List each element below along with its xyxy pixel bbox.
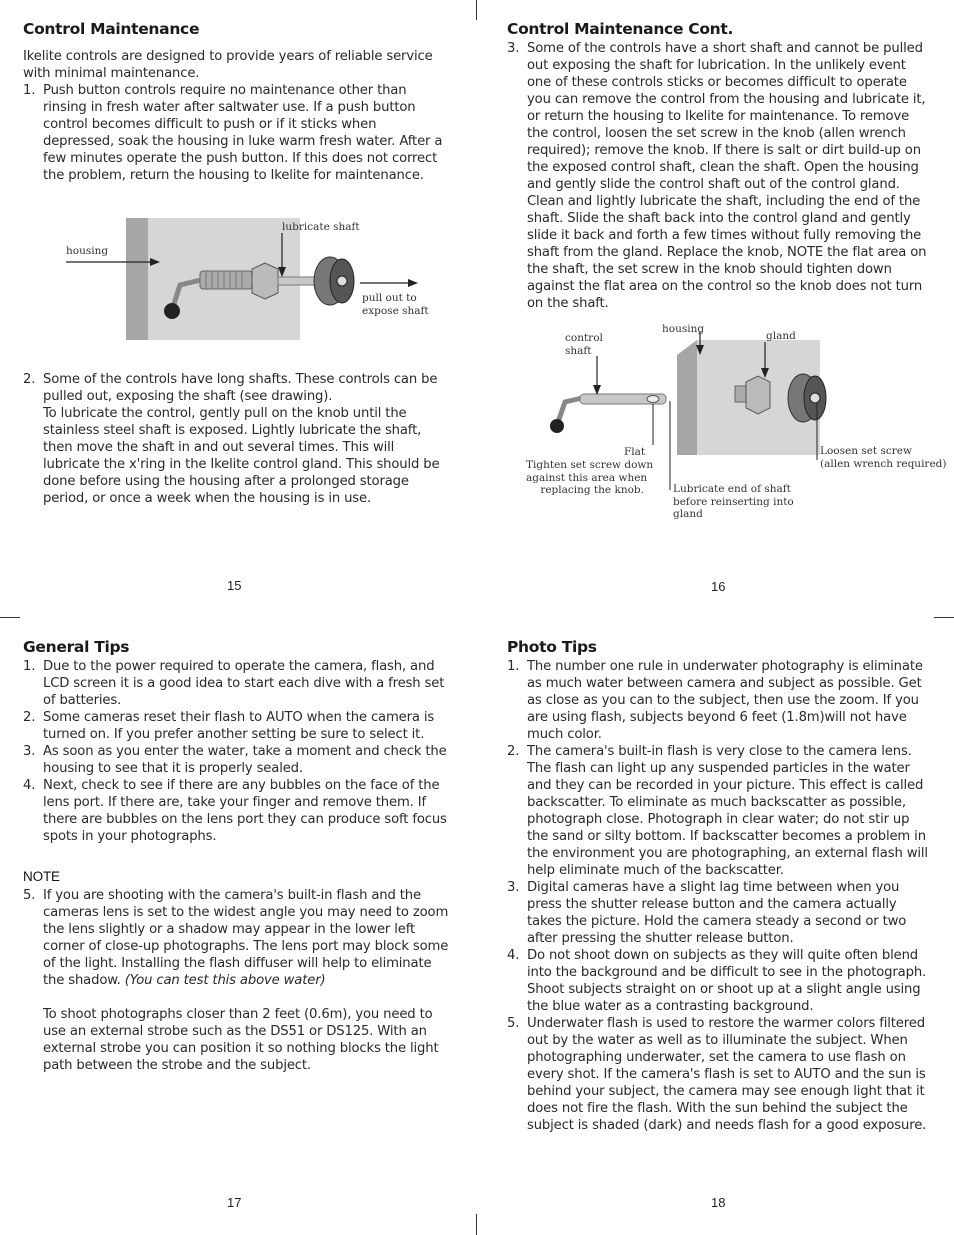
page-15	[23, 20, 451, 184]
list-item: 1. Push button controls require no maintenance other than rinsing in fresh water after saltwater use. If a push button control becomes difficult to push or if it sticks when depressed, soak the housing in luke warm fresh water. After a few minutes operate the push button. If this does not correct the problem, return the housing to Ikelite for maintenance.	[23, 83, 443, 183]
page-number-16: 16	[711, 579, 726, 594]
page-number-17: 17	[227, 1195, 242, 1210]
page-18-title: Photo Tips	[507, 638, 597, 656]
control-knob-hole	[337, 276, 347, 286]
hex-nut	[252, 263, 278, 299]
list-item: 2. The camera's built-in flash is very close to the camera lens. The flash can light up any suspended particles in the water and they can be recorded in your picture. This effect is called backscatter. To eliminate as much backscatter as possible, photograph close. Photograph in clear water; do not stir up the sand or silty bottom. If backscatter becomes a problem in the environment you are photographing, an external flash will help eliminate much of the backscatter.	[507, 744, 928, 878]
figure-long-shaft	[60, 215, 440, 345]
figure-short-shaft	[520, 320, 947, 525]
page-number-18: 18	[711, 1195, 726, 1210]
crop-mark-left	[0, 617, 20, 618]
knob-tip	[164, 303, 180, 319]
page-18	[507, 638, 933, 1134]
housing-wall-side	[677, 340, 697, 455]
label-loosen: Loosen set screw (allen wrench required)	[820, 445, 947, 470]
crop-mark-top	[476, 0, 477, 20]
page-17-title: General Tips	[23, 638, 130, 656]
list-item: 1. The number one rule in underwater photography is eliminate as much water between camera and subject as possible. Get as close as you can to the subject, then use the zoom. If you are using flash, subjects beyond 6 feet (1.8m)will not have much color.	[507, 659, 923, 742]
threaded-shaft	[200, 271, 252, 289]
gland-nut	[746, 376, 770, 414]
list-item: 3. Digital cameras have a slight lag time between when you press the shutter release button and the camera actually takes the picture. Hold the camera steady a second or two after pressing the shutter release button.	[507, 880, 907, 946]
label-lubricate-shaft: lubricate shaft	[282, 221, 360, 233]
list-item: 2. Some of the controls have long shafts. These controls can be pulled out, exposing the shaft (see drawing). To lubricate the control, gently pull on the knob until the stainless steel shaft is exposed. Lightly lubricate the shaft, then move the shaft in and out several times. This will lubricate the x'ring in the Ikelite control gland. This should be done before using the housing after a prolonged storage period, or once a week when the housing is in use.	[23, 372, 440, 506]
label-tighten: Tighten set screw down against this area when replacing the knob.	[526, 459, 654, 496]
list-item: 4. Do not shoot down on subjects as they will quite often blend into the background and be difficult to see in the photograph. Shoot subjects straight on or shoot up at a slight angle using the blue water as a contrasting background.	[507, 948, 927, 1014]
label-control-shaft: control shaft	[565, 332, 603, 357]
label-housing: housing	[66, 245, 109, 257]
housing-wall-side	[126, 218, 148, 340]
knob-hole	[810, 393, 820, 403]
flat-area	[647, 396, 659, 403]
note-heading: NOTE	[23, 869, 60, 884]
list-item: 5. Underwater flash is used to restore the warmer colors filtered out by the water as well as to illuminate the subject. When photographing underwater, set the camera to use flash on every shot. If the camera's flash is set to AUTO and the sun is behind your subject, the camera may see enough light that it does not fire the flash. With the sun behind the subject the subject is shaded (dark) and needs flash for a good exposure.	[507, 1016, 927, 1133]
label-lubricate-end: Lubricate end of shaft before reinserting into gland	[673, 483, 794, 520]
page-number-15: 15	[227, 578, 242, 593]
list-item: 2. Some cameras reset their flash to AUTO when the camera is turned on. If you prefer another setting be sure to select it.	[23, 710, 435, 742]
shaft-tip	[550, 419, 564, 433]
label-pull-out: pull out to expose shaft	[362, 292, 429, 317]
page-17	[23, 638, 451, 1074]
page-15-title: Control Maintenance	[23, 20, 200, 38]
page-15-item2	[23, 371, 451, 507]
crop-mark-right	[934, 617, 954, 618]
label-housing: housing	[662, 323, 705, 335]
list-item: 3. As soon as you enter the water, take a moment and check the housing to see that it is properly sealed.	[23, 744, 447, 776]
page-16-title: Control Maintenance Cont.	[507, 20, 734, 38]
label-flat: Flat	[624, 446, 646, 458]
list-item: 5. If you are shooting with the camera's built-in flash and the cameras lens is set to the widest angle you may need to zoom the lens slightly or a shadow may appear in the lower left corner of close-up photographs. The lens port may block some of the light. Installing the flash diffuser will help to eliminate the shadow. (You can test this above water) To shoot photographs closer than 2 feet (0.6m), you need to use an external strobe such as the DS51 or DS125. With an external strobe you can position it so nothing blocks the light path between the strobe and the subject.	[23, 888, 449, 1073]
page-15-intro: Ikelite controls are designed to provide years of reliable service with minimal maintenance.	[23, 49, 433, 81]
drawing-long-shaft	[60, 215, 440, 345]
crop-mark-bottom	[476, 1214, 477, 1235]
list-item: 1. Due to the power required to operate the camera, flash, and LCD screen it is a good idea to start each dive with a fresh set of batteries.	[23, 659, 445, 708]
list-item: 4. Next, check to see if there are any bubbles on the face of the lens port. If there are, take your finger and remove them. If there are bubbles on the lens port they can produce soft focus spots in your photographs.	[23, 778, 447, 844]
label-gland: gland	[766, 330, 796, 342]
page-16	[507, 20, 933, 312]
list-item: 3. Some of the controls have a short shaft and cannot be pulled out exposing the shaft for lubrication. In the unlikely event one of these controls sticks or becomes difficult to operate you can remove the control from the housing and lubricate it, or return the housing to Ikelite for maintenance. To remove the control, loosen the set screw in the knob (allen wrench required); remove the knob. If there is salt or dirt build-up on the exposed control shaft, clean the shaft. Open the housing and gently slide the control shaft out of the control gland. Clean and lightly lubricate the shaft, including the end of the shaft. Slide the shaft back into the control gland and gently slide it back and forth a few times without fully removing the shaft from the gland. Replace the knob, NOTE the flat area on the shaft, the set screw in the knob should tighten down against the flat area on the control so the knob does not turn on the shaft.	[507, 41, 927, 311]
